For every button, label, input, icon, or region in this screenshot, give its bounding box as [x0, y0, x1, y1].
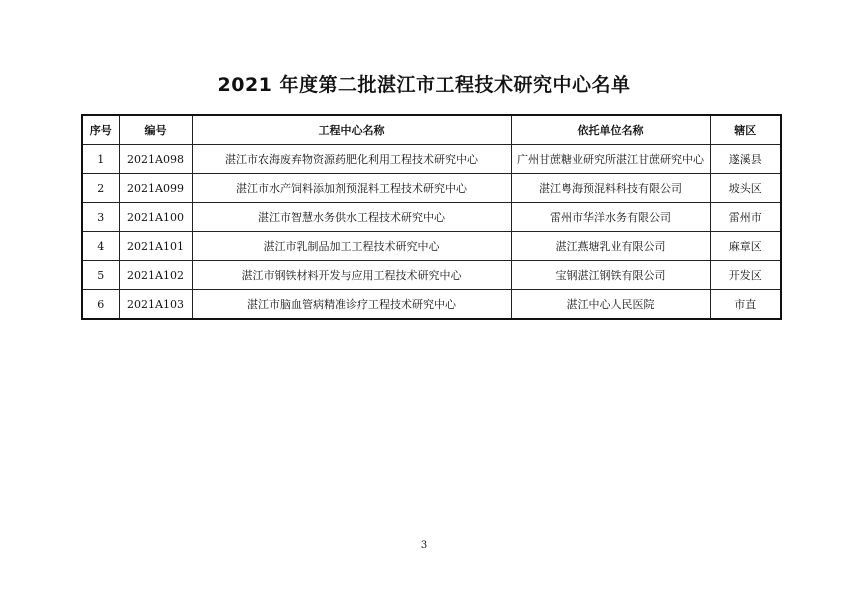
- header-center-name: 工程中心名称: [192, 115, 511, 145]
- header-serial: 序号: [82, 115, 119, 145]
- header-code: 编号: [119, 115, 192, 145]
- table-row: [82, 174, 781, 203]
- cell-host-unit: 湛江粤海预混料科技有限公司: [511, 174, 710, 203]
- table-row: [82, 203, 781, 232]
- header-district: 辖区: [710, 115, 781, 145]
- cell-district: 开发区: [710, 261, 781, 290]
- research-center-table: [81, 114, 782, 320]
- cell-serial: 6: [82, 290, 119, 320]
- page-number: 3: [420, 540, 428, 551]
- table-row: [82, 232, 781, 261]
- cell-host-unit: 宝钢湛江钢铁有限公司: [511, 261, 710, 290]
- cell-district: 遂溪县: [710, 145, 781, 174]
- cell-district: 麻章区: [710, 232, 781, 261]
- table-header-row: [82, 115, 781, 145]
- cell-code: 2021A102: [119, 261, 192, 290]
- page-title: 2021 年度第二批湛江市工程技术研究中心名单: [217, 74, 631, 96]
- cell-serial: 1: [82, 145, 119, 174]
- table-row: [82, 290, 781, 320]
- cell-center-name: 湛江市农海废弃物资源药肥化利用工程技术研究中心: [192, 145, 511, 174]
- cell-code: 2021A101: [119, 232, 192, 261]
- cell-center-name: 湛江市智慧水务供水工程技术研究中心: [192, 203, 511, 232]
- cell-host-unit: 湛江燕塘乳业有限公司: [511, 232, 710, 261]
- cell-center-name: 湛江市脑血管病精准诊疗工程技术研究中心: [192, 290, 511, 320]
- cell-district: 雷州市: [710, 203, 781, 232]
- cell-code: 2021A103: [119, 290, 192, 320]
- cell-host-unit: 湛江中心人民医院: [511, 290, 710, 320]
- cell-district: 坡头区: [710, 174, 781, 203]
- cell-code: 2021A100: [119, 203, 192, 232]
- cell-district: 市直: [710, 290, 781, 320]
- cell-serial: 5: [82, 261, 119, 290]
- cell-host-unit: 雷州市华洋水务有限公司: [511, 203, 710, 232]
- cell-code: 2021A099: [119, 174, 192, 203]
- cell-code: 2021A098: [119, 145, 192, 174]
- cell-serial: 2: [82, 174, 119, 203]
- cell-center-name: 湛江市乳制品加工工程技术研究中心: [192, 232, 511, 261]
- cell-serial: 4: [82, 232, 119, 261]
- cell-center-name: 湛江市钢铁材料开发与应用工程技术研究中心: [192, 261, 511, 290]
- header-host-unit: 依托单位名称: [511, 115, 710, 145]
- cell-serial: 3: [82, 203, 119, 232]
- cell-center-name: 湛江市水产饲料添加剂预混料工程技术研究中心: [192, 174, 511, 203]
- cell-host-unit: 广州甘蔗糖业研究所湛江甘蔗研究中心: [511, 145, 710, 174]
- table-row: [82, 261, 781, 290]
- table-row: [82, 145, 781, 174]
